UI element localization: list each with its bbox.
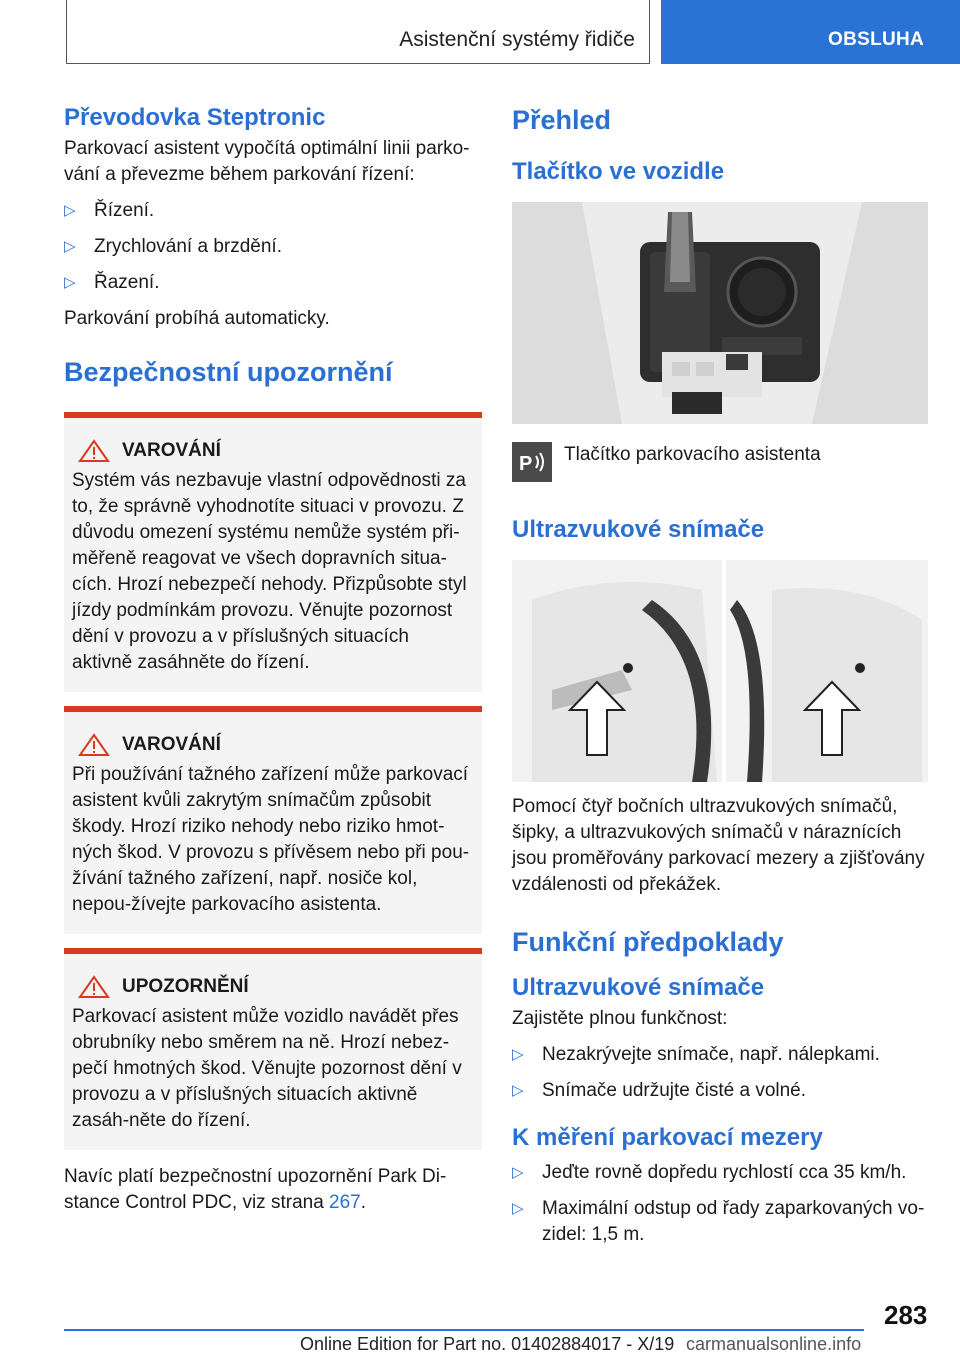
bullet-triangle-icon: ▷ xyxy=(64,238,76,255)
measure-heading: K měření parkovací mezery xyxy=(512,1124,823,1151)
sensors-photo xyxy=(512,560,928,782)
warning-text: Při používání tažného zařízení může parkovací asistent kvůli zakrytým snímačům způsobit škody. Hrozí riziko nehody nebo riziko hmot-ných škod. V provozu s přívěsem nebo při pou-žívání tažného zařízení, např. nosiče kol, nepou-žívejte parkovacího asistenta. xyxy=(72,764,470,915)
left-column xyxy=(64,102,482,1216)
warning-header xyxy=(72,438,474,464)
button-heading: Tlačítko ve vozidle xyxy=(512,158,725,185)
header-tab[interactable] xyxy=(661,0,960,64)
warning-triangle-icon xyxy=(78,975,110,999)
list-item: ▷ Jeďte rovně dopředu rychlostí cca 35 km/h. xyxy=(512,1160,930,1186)
overview-heading: Přehled xyxy=(512,105,612,135)
list-item: ▷ Nezakrývejte snímače, např. nálepkami. xyxy=(512,1042,930,1068)
warning-label: VAROVÁNÍ xyxy=(122,734,221,755)
closing-paragraph: Navíc platí bezpečnostní upozornění Park Di-stance Control PDC, viz strana 267. xyxy=(64,1166,447,1213)
warning-box xyxy=(64,412,482,692)
list-item: ▷ Zrychlování a brzdění. xyxy=(64,234,482,260)
warning-triangle-icon xyxy=(78,733,110,757)
right-column xyxy=(512,102,930,1248)
notice-box xyxy=(64,948,482,1150)
list-item: ▷ Maximální odstup od řady zaparkovaných vo-zidel: 1,5 m. xyxy=(512,1198,925,1245)
page-number: 283 xyxy=(884,1300,928,1330)
footer-divider xyxy=(64,1329,864,1331)
list-item: ▷ Řízení. xyxy=(64,198,482,224)
bullet-triangle-icon: ▷ xyxy=(512,1164,524,1181)
footer-edition: Online Edition for Part no. 01402884017 - X/19 xyxy=(300,1334,675,1354)
bullet-triangle-icon: ▷ xyxy=(64,274,76,291)
console-illustration xyxy=(512,202,928,424)
warning-text: Systém vás nezbavuje vlastní odpovědnosti za to, že správně vyhodnotíte situaci v provozu. Z důvodu omezení systému nemůže systém při-měřeně reagovat ve všech dopravních situa-cích. Hrozí nebezpečí nehody. Přizpůsobte styl jízdy podmínkám provozu. Věnujte pozornost dění v provozu a v příslušných situacích aktivně zasáhněte do řízení. xyxy=(72,470,467,673)
warning-header xyxy=(72,732,474,758)
bullet-triangle-icon: ▷ xyxy=(64,202,76,219)
steptronic-intro: Parkovací asistent vypočítá optimální linii parko-vání a převezme během parkování řízení: xyxy=(64,138,470,185)
warning-label: VAROVÁNÍ xyxy=(122,440,221,461)
notice-header xyxy=(72,974,474,1000)
sensors-heading: Ultrazvukové snímače xyxy=(512,516,765,543)
list-item: ▷ Řazení. xyxy=(64,270,482,296)
parking-assistant-button-icon xyxy=(512,442,552,482)
sensors-text: Pomocí čtyř bočních ultrazvukových snímačů, šipky, a ultrazvukových snímačů v náraznících jsou proměřovány parkovací mezery a zjišťovány vzdálenosti od překážek. xyxy=(512,796,925,895)
console-photo xyxy=(512,202,928,424)
notice-label: UPOZORNĚNÍ xyxy=(122,976,249,997)
bullet-triangle-icon: ▷ xyxy=(512,1200,524,1217)
sensors-illustration xyxy=(512,560,928,782)
svg-text:P: P xyxy=(519,453,533,475)
header-section-box xyxy=(66,0,650,64)
safety-heading: Bezpečnostní upozornění xyxy=(64,357,393,387)
warning-triangle-icon xyxy=(78,439,110,463)
prerequisites-subheading: Ultrazvukové snímače xyxy=(512,974,765,1001)
page-link[interactable]: 267 xyxy=(329,1192,361,1213)
button-caption: Tlačítko parkovacího asistenta xyxy=(564,444,821,465)
list-item: ▷ Snímače udržujte čisté a volné. xyxy=(512,1078,930,1104)
header-tab-label: OBSLUHA xyxy=(828,29,925,50)
prerequisites-intro: Zajistěte plnou funkčnost: xyxy=(512,1008,728,1029)
header-section-title: Asistenční systémy řidiče xyxy=(399,28,635,51)
steptronic-outro: Parkování probíhá automaticky. xyxy=(64,308,330,329)
bullet-triangle-icon: ▷ xyxy=(512,1046,524,1063)
warning-box xyxy=(64,706,482,934)
steptronic-heading: Převodovka Steptronic xyxy=(64,104,326,131)
notice-text: Parkovací asistent může vozidlo navádět přes obrubníky nebo směrem na ně. Hrozí nebez-pečí hmotných škod. Věnujte pozornost dění v provozu a v příslušných situacích aktivně zasáh-něte do řízení. xyxy=(72,1006,462,1131)
button-caption-row xyxy=(512,442,930,482)
prerequisites-heading: Funkční předpoklady xyxy=(512,927,784,957)
bullet-triangle-icon: ▷ xyxy=(512,1082,524,1099)
footer-watermark[interactable]: carmanualsonline.info xyxy=(686,1334,862,1354)
